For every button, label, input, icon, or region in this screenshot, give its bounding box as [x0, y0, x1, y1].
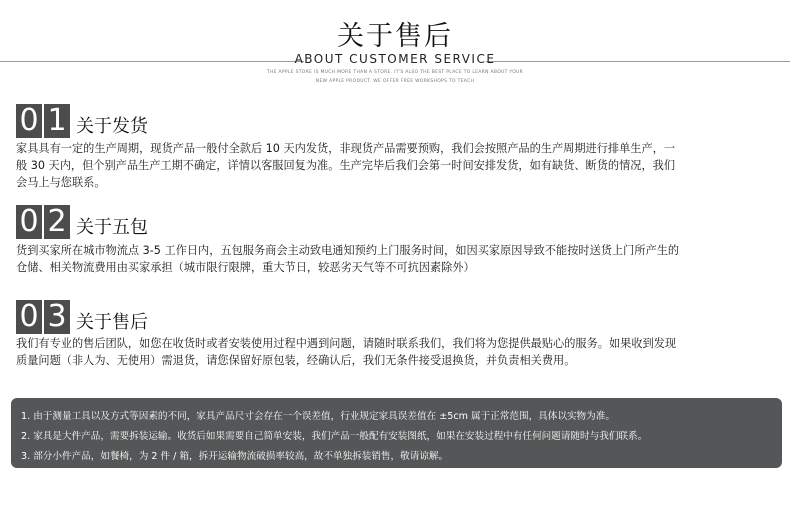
- section-number-digit-1: 0: [16, 104, 42, 138]
- text-line: 货到买家所在城市物流点 3-5 工作日内，五包服务商会主动致电通知预约上门服务时间，如因买家原因导致不能按时送货上门所产生的: [16, 244, 680, 257]
- page-title: 关于售后: [337, 21, 453, 52]
- section-number-digit-2: 3: [44, 300, 70, 334]
- note-item: 3. 部分小件产品，如餐椅，为 2 件 / 箱，拆开运输物流破损率较高，故不单独拆装销售，敬请谅解。: [21, 451, 449, 462]
- page-subtitle: ABOUT CUSTOMER SERVICE: [294, 52, 496, 66]
- header-tagline-2: NEW APPLE PRODUCT. WE OFFER FREE WORKSHOPS TO TEACH: [315, 79, 475, 84]
- text-line: 仓储、相关物流费用由买家承担（城市限行限牌，重大节日，较恶劣天气等不可抗因素除外）: [16, 261, 475, 274]
- section-title: 关于发货: [76, 116, 148, 137]
- section-text: [16, 335, 776, 369]
- section-number-digit-2: 2: [44, 205, 70, 239]
- text-line: 会马上与您联系。: [16, 176, 106, 189]
- header-tagline-1: THE APPLE STORE IS MUCH MORE THAN A STORE. IT'S ALSO THE BEST PLACE TO LEARN ABOUT YOUR: [266, 70, 524, 75]
- section-title: 关于五包: [76, 217, 148, 238]
- text-line: 我们有专业的售后团队，如您在收货时或者安装使用过程中遇到问题，请随时联系我们，我们将为您提供最贴心的服务。如果收到发现: [16, 337, 677, 350]
- section-title: 关于售后: [76, 312, 148, 333]
- text-line: 般 30 天内，但个别产品生产工期不确定，详情以客服回复为准。生产完毕后我们会第一时间安排发货，如有缺货、断货的情况，我们: [16, 159, 676, 172]
- section-after-sales: [16, 300, 776, 376]
- section-number-digit-1: 0: [16, 300, 42, 334]
- section-five-guarantees: [16, 205, 776, 281]
- section-number-digit-2: 1: [44, 104, 70, 138]
- section-text: [16, 140, 776, 191]
- notes-panel: [11, 398, 782, 468]
- section-text: [16, 242, 776, 276]
- text-line: 家具具有一定的生产周期，现货产品一般付全款后 10 天内发货，非现货产品需要预购，我们会按照产品的生产周期进行排单生产，一: [16, 142, 676, 155]
- note-item: 1. 由于测量工具以及方式等因素的不同，家具产品尺寸会存在一个误差值，行业规定家具误差值在 ±5cm 属于正常范围，具体以实物为准。: [21, 411, 615, 422]
- note-item: 2. 家具是大件产品，需要拆装运输。收货后如果需要自己简单安装，我们产品一般配有安装图纸，如果在安装过程中有任何问题请随时与我们联系。: [21, 431, 648, 442]
- text-line: 质量问题（非人为、无使用）需退货，请您保留好原包装，经确认后，我们无条件接受退换货，并负责相关费用。: [16, 354, 576, 367]
- section-number-digit-1: 0: [16, 205, 42, 239]
- section-shipping: [16, 104, 776, 194]
